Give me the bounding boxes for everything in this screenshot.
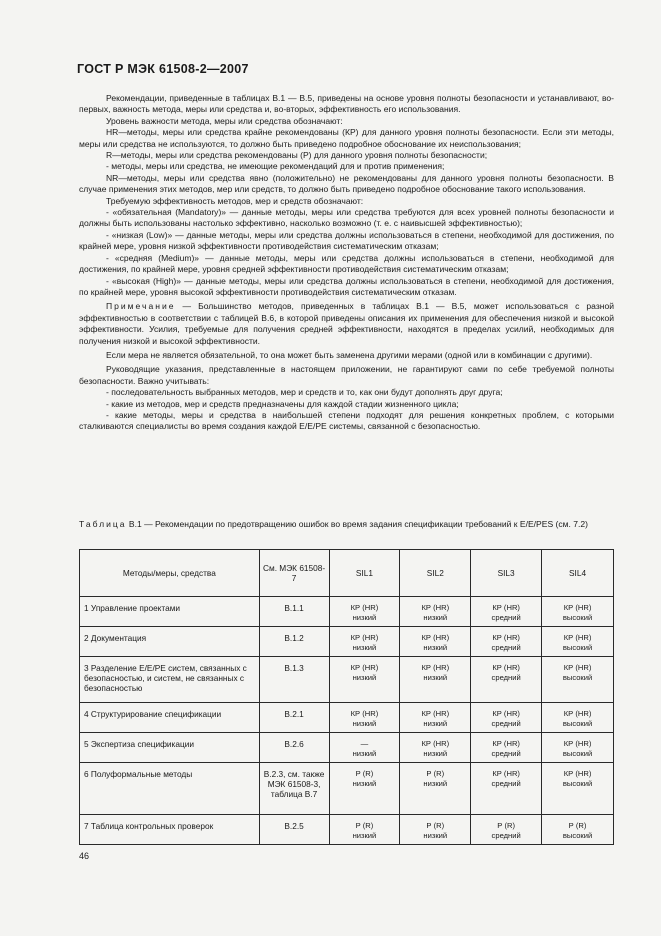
effectiveness-level: средний — [491, 749, 521, 758]
effectiveness-level: высокий — [562, 749, 593, 758]
sil1-cell — [329, 763, 400, 815]
recommendation-level: КР (HR) — [350, 603, 379, 612]
reference-cell: В.2.5 — [259, 815, 329, 845]
recommendation-level: КР (HR) — [421, 603, 450, 612]
effectiveness-level: высокий — [562, 613, 593, 622]
body-text — [79, 93, 614, 433]
sil2-cell — [400, 733, 471, 763]
sil4-cell — [542, 815, 614, 845]
effectiveness-level: низкий — [352, 831, 377, 840]
reference-cell: В.2.1 — [259, 703, 329, 733]
recommendation-level: Р (R) — [426, 769, 445, 778]
method-cell: 7 Таблица контрольных проверок — [80, 815, 260, 845]
recommendation-level: КР (HR) — [492, 663, 520, 672]
effectiveness-level: средний — [491, 719, 521, 728]
effectiveness-level: высокий — [562, 779, 593, 788]
effectiveness-level: средний — [491, 643, 521, 652]
reference-cell: В.1.3 — [259, 657, 329, 703]
sil3-cell — [471, 657, 542, 703]
effectiveness-level: низкий — [423, 831, 448, 840]
sil2-cell — [400, 657, 471, 703]
recommendation-level: Р (R) — [355, 821, 374, 830]
recommendation-level: КР (HR) — [563, 709, 592, 718]
recommendation-level: КР (HR) — [563, 769, 592, 778]
method-cell: 5 Экспертиза спецификации — [80, 733, 260, 763]
recommendation-level: КР (HR) — [350, 663, 379, 672]
sil3-cell — [471, 627, 542, 657]
page-number: 46 — [79, 851, 90, 861]
effectiveness-level: средний — [491, 779, 521, 788]
effectiveness-level: средний — [491, 831, 521, 840]
table-caption-text: В.1 — Рекомендации по предотвращению ошибок во время задания спецификации требований к E/E/PES (см. 7.2) — [128, 519, 588, 529]
sil1-cell — [329, 657, 400, 703]
sil4-cell — [542, 627, 614, 657]
recommendation-level: Р (R) — [568, 821, 587, 830]
recommendation-level: КР (HR) — [421, 633, 450, 642]
recommendations-table — [79, 549, 614, 845]
note — [79, 301, 614, 347]
effectiveness-level: низкий — [423, 779, 448, 788]
effectiveness-level: низкий — [423, 749, 448, 758]
recommendation-level: КР (HR) — [421, 709, 450, 718]
effectiveness-level: низкий — [352, 643, 377, 652]
paragraph: - «высокая (High)» — данные методы, меры или средства должны использоваться в степени, необходимой для достижения, по крайней мере, уровня высокой эффективности противодействия систематическим отказам. — [79, 275, 614, 297]
method-cell: 2 Документация — [80, 627, 260, 657]
paragraph: - методы, меры или средства, не имеющие рекомендаций для и против применения; — [106, 161, 445, 172]
paragraph: - «низкая (Low)» — данные методы, меры или средства должны использоваться в степени, необходимой для достижения, по крайней мере, уровня низкой эффективности противодействия систематическим отказам; — [79, 229, 614, 252]
recommendation-level: КР (HR) — [563, 739, 592, 748]
sil2-cell — [400, 627, 471, 657]
recommendation-level: КР (HR) — [492, 739, 520, 748]
effectiveness-level: низкий — [423, 643, 448, 652]
paragraph: R—методы, меры или средства рекомендованы (Р) для данного уровня полноты безопасности; — [106, 150, 488, 161]
effectiveness-level: низкий — [352, 719, 377, 728]
sil2-cell — [400, 703, 471, 733]
sil3-cell — [471, 703, 542, 733]
method-cell: 4 Структурирование спецификации — [80, 703, 260, 733]
sil1-cell — [329, 703, 400, 733]
recommendation-level: Р (R) — [355, 769, 374, 778]
effectiveness-level: высокий — [562, 831, 593, 840]
table-caption — [79, 519, 614, 530]
recommendation-level: КР (HR) — [350, 709, 379, 718]
effectiveness-level: средний — [491, 673, 521, 682]
header-methods: Методы/меры, средства — [80, 550, 260, 597]
recommendation-level: КР (HR) — [421, 739, 450, 748]
effectiveness-level: низкий — [352, 673, 377, 682]
header-sil3: SIL3 — [471, 550, 542, 597]
effectiveness-level: низкий — [423, 719, 448, 728]
effectiveness-level: высокий — [562, 673, 593, 682]
note-text: — Большинство методов, приведенных в таблицах В.1 — В.5, может использоваться с разной эффективностью в соответствии с таблицей В.6, в которой приведены описания их применения для обеспечения низкой и высокой эффективности. Усилия, требуемые для получения средней эффективности, находятся в пределах усилий, необходимых для получения низкой и высокой эффективности. — [79, 301, 614, 346]
effectiveness-level: низкий — [352, 613, 377, 622]
effectiveness-level: низкий — [352, 779, 377, 788]
sil4-cell — [542, 763, 614, 815]
header-reference: См. МЭК 61508-7 — [259, 550, 329, 597]
effectiveness-level: средний — [491, 613, 521, 622]
sil4-cell — [542, 703, 614, 733]
paragraph: Руководящие указания, представленные в настоящем приложении, не гарантируют сами по себе требуемой полноты безопасности. Важно учитывать: — [79, 364, 614, 386]
sil4-cell — [542, 597, 614, 627]
method-cell: 1 Управление проектами — [80, 597, 260, 627]
recommendation-level: КР (HR) — [563, 633, 592, 642]
sil4-cell — [542, 733, 614, 763]
recommendation-level: КР (HR) — [421, 663, 450, 672]
method-cell: 3 Разделение E/E/PE систем, связанных с безопасностью, и систем, не связанных с безопасностью — [80, 657, 260, 703]
recommendation-level: — — [360, 739, 369, 748]
sil1-cell — [329, 815, 400, 845]
sil1-cell — [329, 627, 400, 657]
table-header-row — [80, 550, 614, 597]
paragraph: Требуемую эффективность методов, мер и средств обозначают: — [106, 195, 364, 206]
recommendation-level: КР (HR) — [350, 633, 379, 642]
effectiveness-level: низкий — [352, 749, 377, 758]
paragraph: - «средняя (Medium)» — данные методы, меры или средства должны использоваться в степени, необходимой для достижения, по крайней мере, уровня средней эффективности противодействия систематическим отказам; — [79, 252, 614, 275]
recommendation-level: КР (HR) — [492, 603, 520, 612]
header-sil4: SIL4 — [542, 550, 614, 597]
recommendation-level: КР (HR) — [492, 769, 520, 778]
method-cell: 6 Полуформальные методы — [80, 763, 260, 815]
sil1-cell — [329, 597, 400, 627]
recommendation-level: КР (HR) — [492, 633, 520, 642]
table-row — [80, 597, 614, 627]
sil2-cell — [400, 597, 471, 627]
effectiveness-level: низкий — [423, 613, 448, 622]
paragraph: Рекомендации, приведенные в таблицах В.1 — В.5, приведены на основе уровня полноты безопасности и устанавливают, во-первых, важность метода, меры или средства и, во-вторых, эффективность его использования. — [79, 93, 614, 115]
table-row — [80, 733, 614, 763]
sil4-cell — [542, 657, 614, 703]
effectiveness-level: высокий — [562, 719, 593, 728]
recommendation-level: Р (R) — [426, 821, 445, 830]
table-row — [80, 815, 614, 845]
sil2-cell — [400, 815, 471, 845]
sil3-cell — [471, 815, 542, 845]
recommendation-level: КР (HR) — [563, 663, 592, 672]
paragraph: Уровень важности метода, меры или средства обозначают: — [106, 115, 343, 126]
sil3-cell — [471, 763, 542, 815]
page-header: ГОСТ Р МЭК 61508-2—2007 — [77, 62, 249, 76]
paragraph: - «обязательная (Mandatory)» — данные методы, меры или средства требуются для всех уровней полноты безопасности и должны быть использованы настолько эффективно, насколько возможно (т. е. с наивысшей эффективностью); — [79, 207, 614, 229]
recommendation-level: КР (HR) — [492, 709, 520, 718]
recommendation-level: Р (R) — [497, 821, 515, 830]
recommendation-level: КР (HR) — [563, 603, 592, 612]
table-row — [80, 627, 614, 657]
sil1-cell — [329, 733, 400, 763]
table-row — [80, 657, 614, 703]
header-sil1: SIL1 — [329, 550, 400, 597]
sil2-cell — [400, 763, 471, 815]
paragraph: Если мера не является обязательной, то она может быть заменена другими мерами (одной или в комбинации с другими). — [106, 349, 593, 360]
table-caption-label: Таблица — [79, 519, 127, 529]
sil3-cell — [471, 597, 542, 627]
paragraph: HR—методы, меры или средства крайне рекомендованы (КР) для данного уровня полноты безопасности. Если эти методы, меры или средства не используются, то должно быть приведено подробное обоснование их неиспользования; — [79, 127, 614, 149]
paragraph: - какие из методов, мер и средств предназначены для каждой стадии жизненного цикла; — [106, 398, 459, 409]
paragraph: - какие методы, меры и средства в наибольшей степени подходят для решения конкретных проблем, с которыми сталкиваются специалисты во время создания каждой E/E/PE системы, связанной с безопасностью. — [79, 409, 614, 432]
effectiveness-level: низкий — [423, 673, 448, 682]
table-row — [80, 703, 614, 733]
reference-cell: В.1.1 — [259, 597, 329, 627]
sil3-cell — [471, 733, 542, 763]
note-label: Примечание — [106, 301, 176, 312]
paragraph: - последовательность выбранных методов, мер и средств и то, как они будут дополнять друг друга; — [106, 387, 503, 398]
reference-cell: В.2.3, см. также МЭК 61508-3, таблица В.7 — [259, 763, 329, 815]
table-row — [80, 763, 614, 815]
reference-cell: В.2.6 — [259, 733, 329, 763]
header-sil2: SIL2 — [400, 550, 471, 597]
reference-cell: В.1.2 — [259, 627, 329, 657]
paragraph: NR—методы, меры или средства явно (положительно) не рекомендованы для данного уровня полноты безопасности. В случае применения этих методов, мер или средств, то должно быть приведено подробное обоснование такого использования. — [79, 172, 614, 195]
effectiveness-level: высокий — [562, 643, 593, 652]
